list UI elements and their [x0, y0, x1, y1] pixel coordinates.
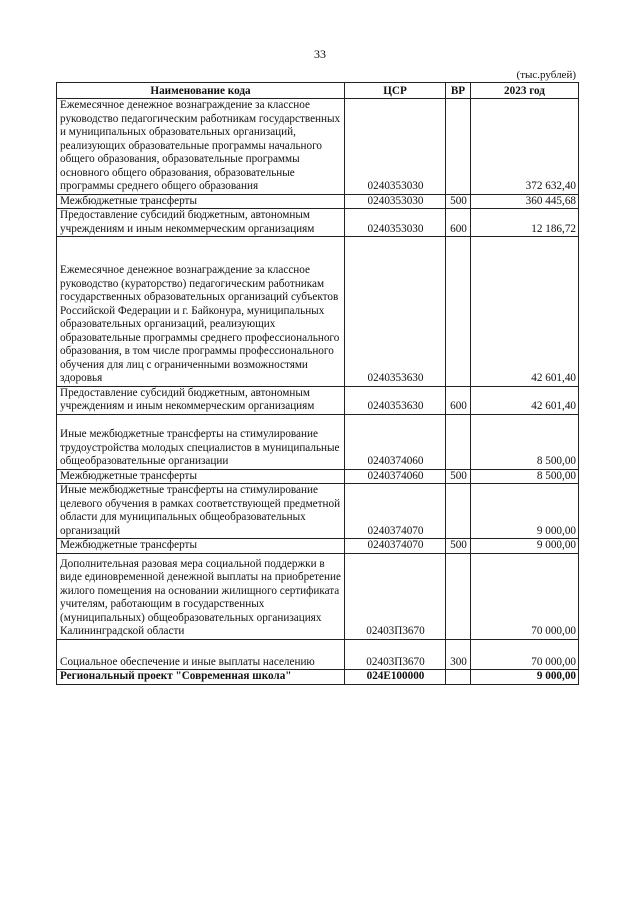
row-amount: 70 000,00: [471, 639, 579, 670]
row-amount: 8 500,00: [471, 414, 579, 469]
table-header-row: [57, 83, 579, 99]
row-csr: 0240353630: [345, 237, 446, 387]
row-name-cell: [57, 414, 345, 469]
row-name: Межбюджетные трансферты: [57, 469, 345, 484]
table-row: [57, 237, 579, 387]
row-name: Межбюджетные трансферты: [57, 194, 345, 209]
row-name: Социальное обеспечение и иные выплаты населению: [60, 655, 315, 668]
row-name-cell: [57, 553, 345, 639]
row-amount: 42 601,40: [471, 386, 579, 414]
row-amount: 70 000,00: [471, 553, 579, 639]
row-name-cell: [57, 639, 345, 670]
row-name: Региональный проект "Современная школа": [57, 670, 345, 685]
header-csr: ЦСР: [345, 83, 446, 99]
header-year: 2023 год: [471, 83, 579, 99]
budget-table: [56, 82, 579, 685]
row-vr: 500: [446, 469, 471, 484]
row-amount: 9 000,00: [471, 484, 579, 539]
row-vr: [446, 99, 471, 195]
row-csr: 02403П3670: [345, 553, 446, 639]
row-amount: 9 000,00: [471, 670, 579, 685]
row-vr: [446, 237, 471, 387]
row-csr: 0240374060: [345, 414, 446, 469]
row-vr: [446, 670, 471, 685]
row-name: Межбюджетные трансферты: [57, 539, 345, 554]
table-row: [57, 670, 579, 685]
row-name-cell: [57, 237, 345, 387]
row-vr: [446, 484, 471, 539]
row-vr: 500: [446, 194, 471, 209]
row-csr: 0240374060: [345, 469, 446, 484]
table-row: [57, 639, 579, 670]
header-vr: ВР: [446, 83, 471, 99]
row-vr: 600: [446, 209, 471, 237]
row-name: Ежемесячное денежное вознаграждение за классное руководство педагогическим работникам государственных и муниципальных образовательных организаций, реализующих образовательные программы начального общего образования, образовательные программы основного общего образования, образовательные программы среднего общего образования: [57, 99, 345, 195]
header-name: Наименование кода: [57, 83, 345, 99]
table-row: [57, 469, 579, 484]
row-vr: 300: [446, 639, 471, 670]
row-amount: 372 632,40: [471, 99, 579, 195]
row-amount: 42 601,40: [471, 237, 579, 387]
row-name: Дополнительная разовая мера социальной поддержки в виде единовременной денежной выплаты на приобретение жилого помещения на основании жилищного сертификата учителям, работающим в государственных (муниципальных) общеобразовательных организациях Калининградской области: [60, 557, 341, 637]
row-csr: 0240353630: [345, 386, 446, 414]
row-amount: 8 500,00: [471, 469, 579, 484]
table-row: [57, 386, 579, 414]
row-csr: 024Е100000: [345, 670, 446, 685]
row-name: Иные межбюджетные трансферты на стимулирование трудоустройства молодых специалистов в муниципальные общеобразовательные организации: [60, 428, 340, 467]
row-csr: 02403П3670: [345, 639, 446, 670]
table-row: [57, 194, 579, 209]
row-name: Иные межбюджетные трансферты на стимулирование целевого обучения в рамках соответствующей предметной области для муниципальных общеобразовательных организаций: [57, 484, 345, 539]
table-row: [57, 539, 579, 554]
page-number: 33: [314, 47, 326, 61]
table-row: [57, 209, 579, 237]
row-amount: 12 186,72: [471, 209, 579, 237]
row-vr: 500: [446, 539, 471, 554]
row-csr: 0240374070: [345, 539, 446, 554]
table-row: [57, 484, 579, 539]
row-amount: 360 445,68: [471, 194, 579, 209]
row-csr: 0240353030: [345, 209, 446, 237]
row-csr: 0240353030: [345, 194, 446, 209]
row-amount: 9 000,00: [471, 539, 579, 554]
table-row: [57, 99, 579, 195]
table-row: [57, 414, 579, 469]
row-vr: 600: [446, 386, 471, 414]
table-row: [57, 553, 579, 639]
units-label: (тыс.рублей): [516, 69, 576, 81]
row-name: Предоставление субсидий бюджетным, автономным учреждениям и иным некоммерческим организациям: [57, 386, 345, 414]
row-vr: [446, 414, 471, 469]
row-name: Ежемесячное денежное вознаграждение за классное руководство (кураторство) педагогическим работникам государственных образовательных организаций субъектов Российской Федерации и г. Байконура, муниципальных образовательных организаций, реализующих образовательные программы среднего профессионального образования, в том числе программы профессионального обучения для лиц с ограниченными возможностями здоровья: [60, 264, 340, 384]
row-name: Предоставление субсидий бюджетным, автономным учреждениям и иным некоммерческим организациям: [57, 209, 345, 237]
row-vr: [446, 553, 471, 639]
row-csr: 0240353030: [345, 99, 446, 195]
row-csr: 0240374070: [345, 484, 446, 539]
